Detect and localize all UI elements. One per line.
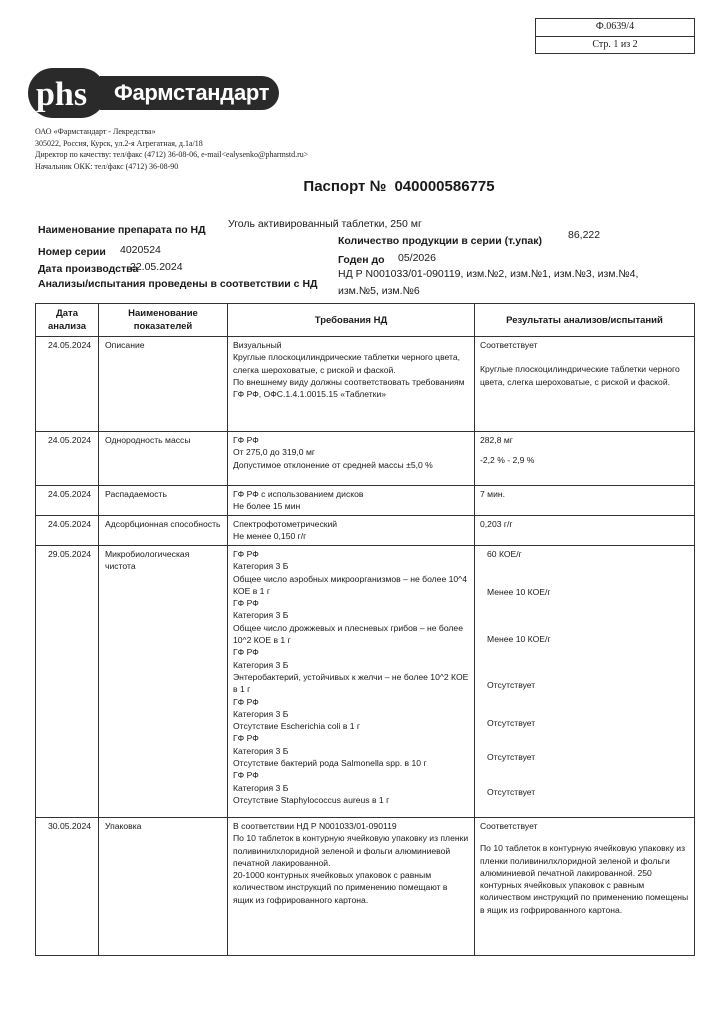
production-date-label: Дата производства <box>38 263 139 275</box>
nd-reference-line2: изм.№5, изм.№6 <box>338 285 420 297</box>
row-requirements: В соответствии НД Р N001033/01-090119 По 10 таблеток в контурную ячейковую упаковку из пленки поливинилхлоридной зеленой и фольги алюминиевой печатной лакированной. 20-1000 контурных ячейковых упаковок с равным количеством инструкций по применению помещают в ящик из гофрированного картона. <box>228 818 475 956</box>
analysis-table <box>35 303 695 956</box>
row-date: 30.05.2024 <box>36 818 99 956</box>
logo-mark-text: phs <box>36 76 88 113</box>
header-date: Дата анализа <box>36 304 99 337</box>
form-code-box <box>535 18 695 54</box>
table-header-row <box>36 304 695 337</box>
row-requirements: ГФ РФ От 275,0 до 319,0 мг Допустимое отклонение от средней массы ±5,0 % <box>228 432 475 486</box>
row-results: 282,8 мг -2,2 % - 2,9 % <box>475 432 695 486</box>
table-row <box>36 337 695 432</box>
production-date-value: 22.05.2024 <box>130 261 183 273</box>
row-date: 24.05.2024 <box>36 432 99 486</box>
expiry-label: Годен до <box>338 254 385 266</box>
form-code: Ф.0639/4 <box>595 21 635 32</box>
row-results: Соответствует Круглые плоскоцилиндрические таблетки черного цвета, слегка шероховатые, с риской и фаской. <box>475 337 695 432</box>
row-requirements: Визуальный Круглые плоскоцилиндрические таблетки черного цвета, слегка шероховатые, с риской и фаской. По внешнему виду должны соответствовать требованиям ГФ РФ, ОФС.1.4.1.0015.15 «Таблетки» <box>228 337 475 432</box>
row-results: 7 мин. <box>475 486 695 516</box>
drug-name-label: Наименование препарата по НД <box>38 224 206 236</box>
row-indicator: Микробиологическая чистота <box>99 546 228 818</box>
nd-reference-line1: НД Р N001033/01-090119, изм.№2, изм.№1, изм.№3, изм.№4, <box>338 268 639 280</box>
drug-name-value: Уголь активированный таблетки, 250 мг <box>228 218 422 230</box>
header-results: Результаты анализов/испытаний <box>475 304 695 337</box>
table-row <box>36 546 695 818</box>
header-indicator: Наименование показателей <box>99 304 228 337</box>
passport-label: Паспорт № <box>303 178 387 195</box>
row-date: 24.05.2024 <box>36 486 99 516</box>
tests-conformity-label: Анализы/испытания проведены в соответствии с НД <box>38 278 318 290</box>
row-indicator: Распадаемость <box>99 486 228 516</box>
series-label: Номер серии <box>38 246 106 258</box>
row-indicator: Адсорбционная способность <box>99 516 228 546</box>
logo-wordmark: Фармстандарт <box>100 76 279 110</box>
table-row <box>36 818 695 956</box>
series-value: 4020524 <box>120 244 161 256</box>
okk-head-contact: Начальник ОКК: тел/факс (4712) 36-08-90 <box>35 161 179 171</box>
quality-director-contact: Директор по качеству: тел/факс (4712) 36-08-06, e-mail<ealysenko@pharmstd.ru> <box>35 150 309 159</box>
row-requirements: Спектрофотометрический Не менее 0,150 г/г <box>228 516 475 546</box>
page-title <box>0 178 724 195</box>
row-date: 24.05.2024 <box>36 337 99 432</box>
company-details <box>35 126 308 172</box>
company-address: 305022, Россия, Курск, ул.2-я Агрегатная, д.1а/18 <box>35 138 203 148</box>
table-row <box>36 516 695 546</box>
table-row <box>36 432 695 486</box>
row-date: 29.05.2024 <box>36 546 99 818</box>
row-results: 0,203 г/г <box>475 516 695 546</box>
row-requirements: ГФ РФ Категория 3 Б Общее число аэробных микроорганизмов – не более 10^4 КОЕ в 1 г ГФ РФ Категория 3 Б Общее число дрожжевых и плесневых грибов – не более 10^2 КОЕ в 1 г ГФ РФ Категория 3 Б Энтеробактерий, устойчивых к желчи – не более 10^2 КОЕ в 1 г ГФ РФ Категория 3 Б Отсутствие Escherichia coli в 1 г ГФ РФ Категория 3 Б Отсутствие бактерий рода Salmonella spp. в 10 г ГФ РФ Категория 3 Б Отсутствие Staphylococcus aureus в 1 г <box>228 546 475 818</box>
table-row <box>36 486 695 516</box>
expiry-value: 05/2026 <box>398 252 436 264</box>
page-number: Стр. 1 из 2 <box>536 36 694 53</box>
row-requirements: ГФ РФ с использованием дисков Не более 15 мин <box>228 486 475 516</box>
phs-logo-icon <box>28 68 106 118</box>
row-indicator: Описание <box>99 337 228 432</box>
row-results: 60 КОЕ/г Менее 10 КОЕ/г Менее 10 КОЕ/г Отсутствует Отсутствует Отсутствует Отсутствует <box>475 546 695 818</box>
row-indicator: Однородность массы <box>99 432 228 486</box>
company-name: ОАО «Фармстандарт - Лекредства» <box>35 127 156 136</box>
row-indicator: Упаковка <box>99 818 228 956</box>
quantity-label: Количество продукции в серии (т.упак) <box>338 235 543 247</box>
row-date: 24.05.2024 <box>36 516 99 546</box>
passport-number: 040000586775 <box>394 178 495 195</box>
quantity-value: 86,222 <box>568 229 601 241</box>
header-requirements: Требования НД <box>228 304 475 337</box>
row-results: Соответствует По 10 таблеток в контурную ячейковую упаковку из пленки поливинилхлоридной зеленой и фольги алюминиевой печатной лакированной. 250 контурных ячейковых упаковок с равным количеством инструкций по применению помещены в ящик из гофрированного картона. <box>475 818 695 956</box>
